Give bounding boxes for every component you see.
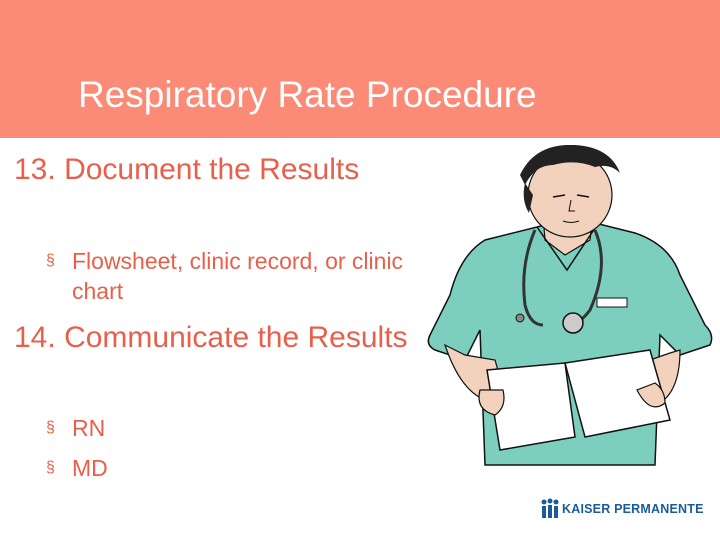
section-number: 13. [14, 153, 56, 186]
slide-title: Respiratory Rate Procedure [78, 74, 537, 115]
section-heading-text: Communicate the Results [64, 321, 408, 354]
bullet-text: Flowsheet, clinic record, or clinic chart [72, 248, 404, 304]
nurse-reading-chart-illustration [425, 145, 715, 490]
kaiser-people-logo-icon [540, 498, 560, 522]
kaiser-permanente-logo [538, 496, 714, 524]
bullet-text: MD [72, 455, 108, 481]
section-14-heading [14, 320, 414, 356]
bullet-item [46, 246, 406, 308]
section-number: 14. [14, 321, 56, 354]
bullet-mark: § [46, 459, 55, 476]
section-heading-text: Document the Results [64, 153, 360, 186]
logo-text: KAISER PERMANENTE [562, 502, 704, 516]
bullet-mark: § [46, 419, 55, 436]
bullet-text: RN [72, 415, 106, 441]
title-banner [0, 0, 720, 138]
section-13-heading [14, 152, 414, 188]
bullet-mark: § [46, 252, 55, 269]
slide-body [0, 138, 420, 540]
